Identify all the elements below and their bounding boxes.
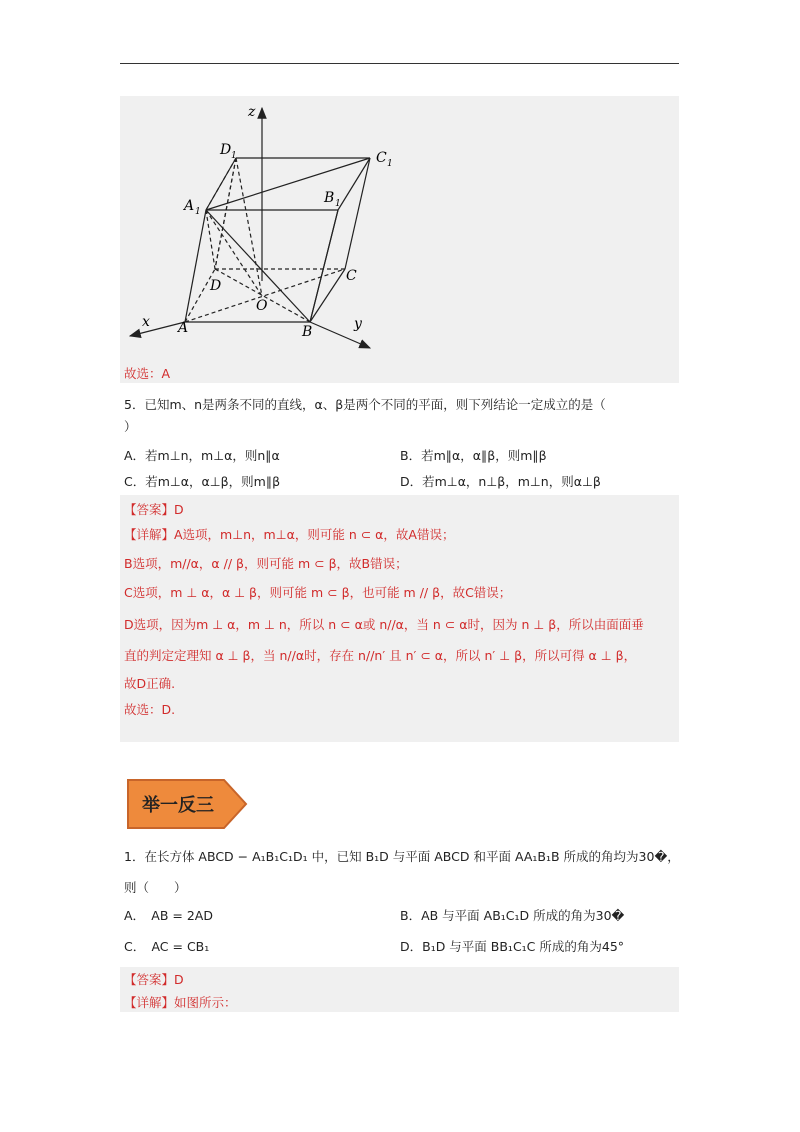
- q5-stem-line1: 5．已知m、n是两条不同的直线，α、β是两个不同的平面，则下列结论一定成立的是（: [124, 397, 606, 412]
- q1-detail-label: [124, 995, 237, 1011]
- q5-option-b: B．若m∥α，α∥β，则m∥β: [400, 448, 547, 463]
- q1-option-c: C． AC = CB₁: [124, 939, 210, 954]
- svg-text:1: 1: [387, 159, 393, 169]
- q5-option-a: A．若m⊥n，m⊥α，则n∥α: [124, 448, 280, 463]
- label-y: y: [354, 316, 362, 332]
- q5-detail-line3: C选项，m ⊥ α，α ⊥ β，则可能 m ⊂ β，也可能 m // β，故C错误；: [124, 585, 512, 600]
- label-A: A: [178, 320, 189, 336]
- label-C1: C: [376, 150, 387, 166]
- q5-detail-line5: 直的判定定理知 α ⊥ β，当 n//α时，存在 n//n′ 且 n′ ⊂ α，所以 n′ ⊥ β，所以可得 α ⊥ β，: [124, 648, 637, 663]
- q1-detail-text: 【详解】如图所示：: [124, 995, 237, 1010]
- label-x: x: [142, 314, 150, 330]
- q1-option-d: D．B₁D 与平面 BB₁C₁C 所成的角为45°: [400, 939, 625, 954]
- q5-detail-line7: 故选：D.: [124, 702, 176, 717]
- q1-option-b: B．AB 与平面 AB₁C₁D 所成的角为30�: [400, 908, 625, 923]
- q1-answer-label: 【答案】D: [124, 972, 184, 987]
- label-z: z: [248, 104, 256, 120]
- q5-detail-line6: 故D正确.: [124, 676, 176, 691]
- svg-text:1: 1: [231, 151, 237, 161]
- q1-stem-line2: 则（ ）: [124, 880, 187, 895]
- q5-option-d: D．若m⊥α，n⊥β，m⊥n，则α⊥β: [400, 474, 601, 489]
- label-A1: A: [184, 198, 195, 214]
- q1-option-a: A． AB = 2AD: [124, 908, 213, 923]
- x-axis: [130, 322, 185, 336]
- label-C: C: [346, 268, 357, 284]
- svg-text:1: 1: [195, 207, 201, 217]
- q5-detail-line2: B选项，m//α，α // β，则可能 m ⊂ β，故B错误；: [124, 556, 408, 571]
- q5-option-c: C．若m⊥α，α⊥β，则m∥β: [124, 474, 281, 489]
- prism-figure: [120, 96, 679, 364]
- label-O: O: [256, 298, 268, 314]
- q5-detail-line4: D选项，因为m ⊥ α，m ⊥ n，所以 n ⊂ α或 n//α，当 n ⊂ α时，因为 n ⊥ β，所以由面面垂: [124, 617, 644, 632]
- header-rule: [120, 63, 679, 64]
- label-D: D: [210, 278, 222, 294]
- q5-detail-line1: 【详解】A选项，m⊥n，m⊥α，则可能 n ⊂ α，故A错误；: [124, 527, 455, 542]
- label-B: B: [302, 324, 313, 340]
- label-B1: B: [324, 190, 335, 206]
- q1-stem-line1: 1．在长方体 ABCD − A₁B₁C₁D₁ 中，已知 B₁D 与平面 ABCD 和平面 AA₁B₁B 所成的角均为30�，: [124, 849, 680, 864]
- svg-text:1: 1: [335, 199, 341, 209]
- figure-answer: 故选：A: [124, 366, 171, 381]
- section-tag: [126, 778, 248, 830]
- section-tag-label: 举一反三: [142, 795, 214, 816]
- q5-stem-line2: ）: [124, 419, 137, 434]
- q5-answer-label: 【答案】D: [124, 502, 184, 517]
- label-D1: D: [220, 142, 232, 158]
